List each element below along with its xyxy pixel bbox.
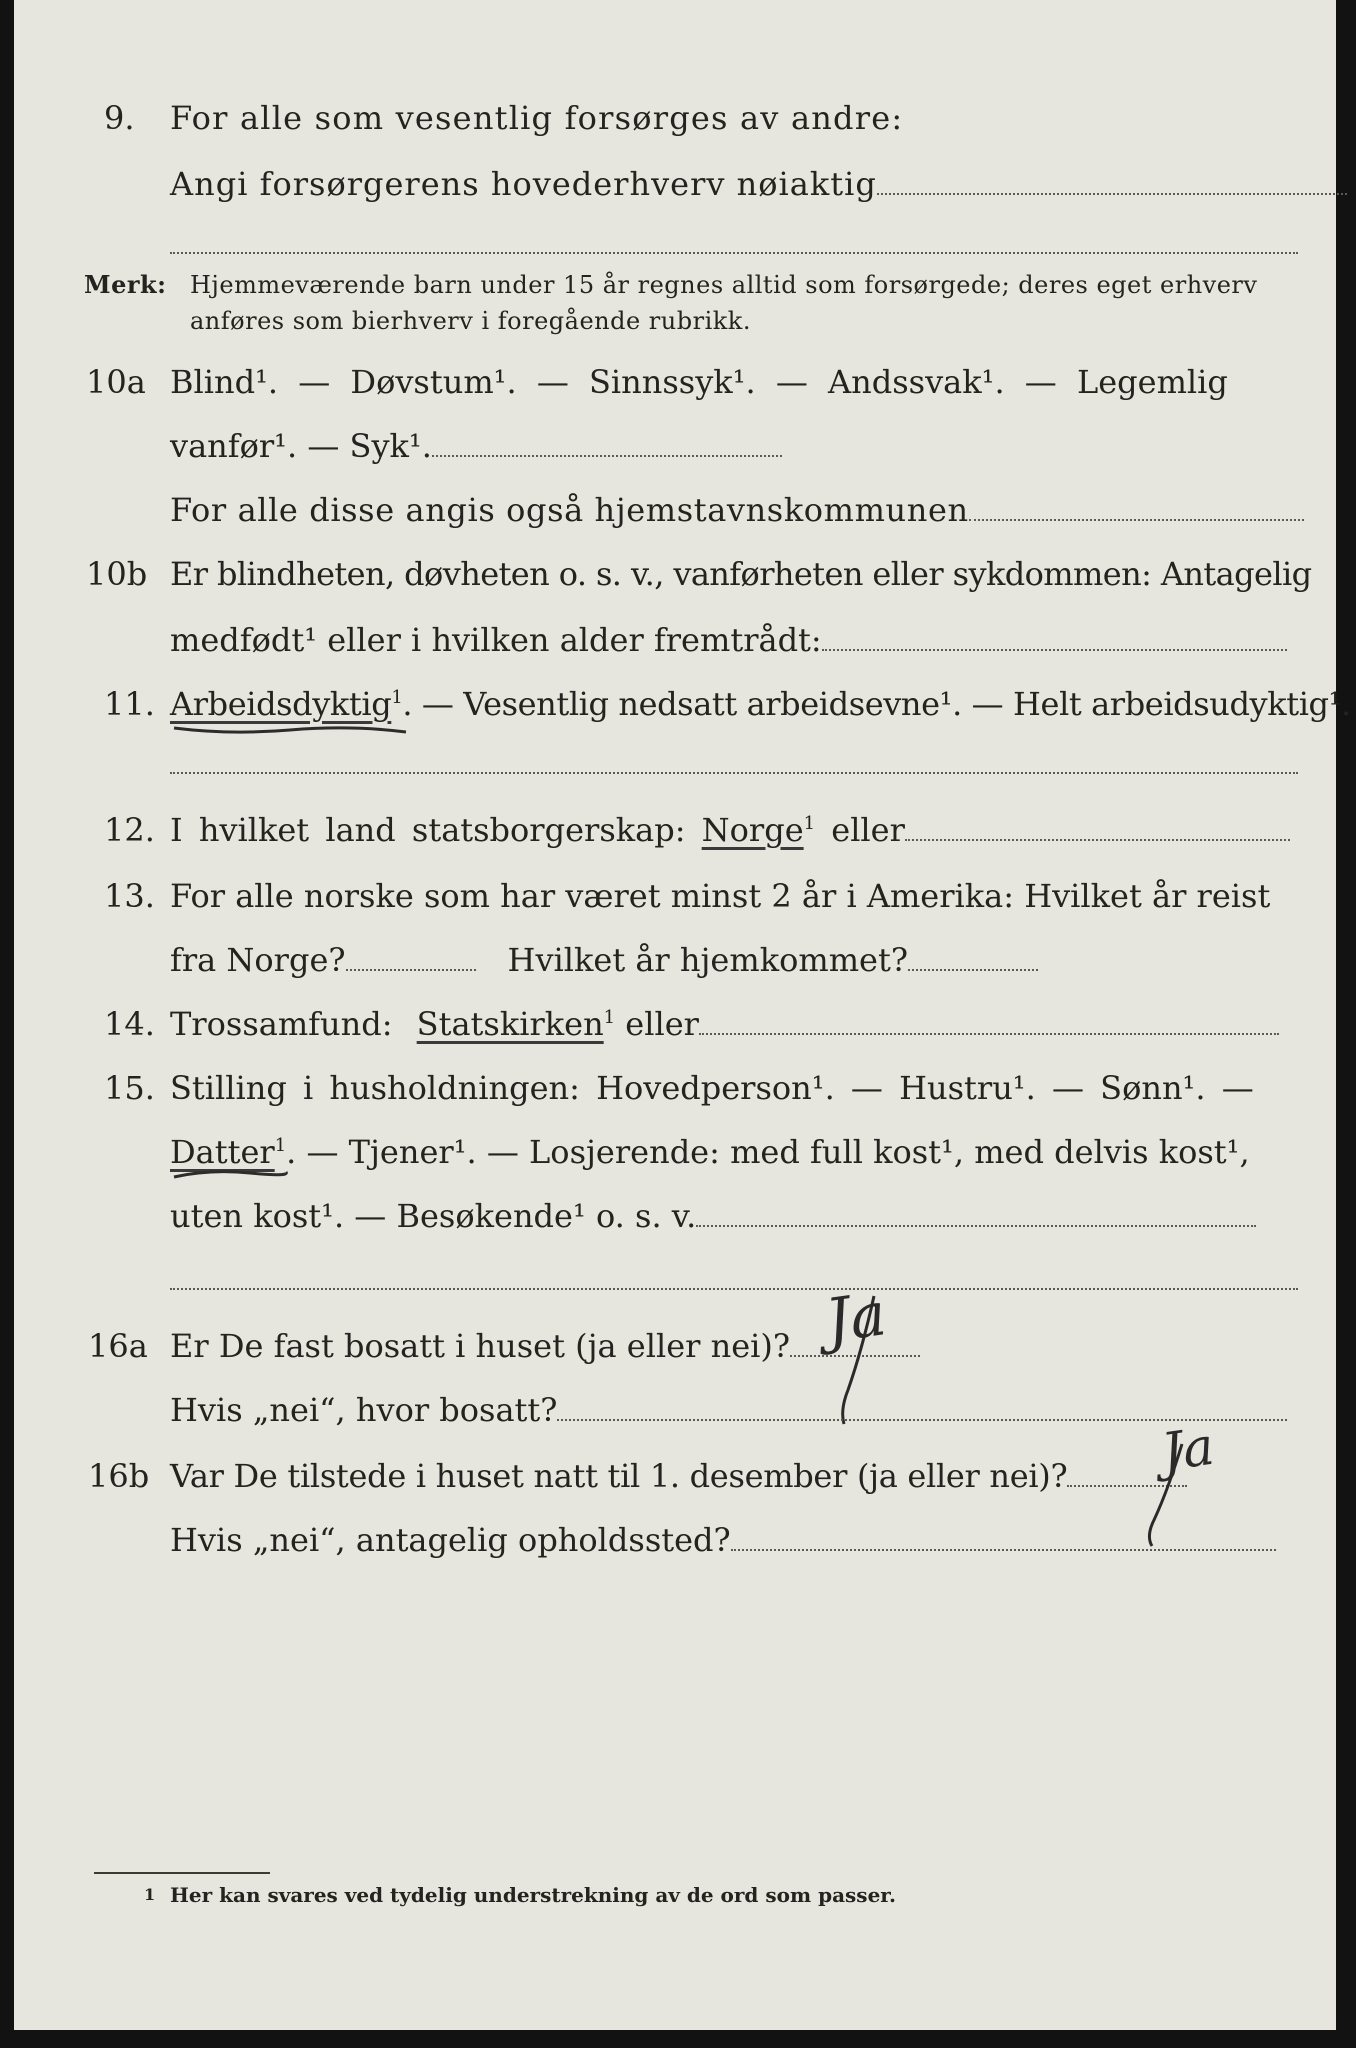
q14-option-statskirken[interactable]: Statskirken bbox=[416, 1005, 604, 1043]
q16b-opholdssted-field[interactable] bbox=[731, 1525, 1276, 1551]
q9-line2-text: Angi forsørgerens hovederhverv nøiaktig bbox=[170, 165, 877, 203]
q11-number: 11. bbox=[104, 685, 155, 723]
q9-extra-answer-line[interactable] bbox=[170, 252, 1298, 254]
q16a-number: 16a bbox=[88, 1327, 148, 1365]
footnote-text: Her kan svares ved tydelig understrekning av de ord som passer. bbox=[170, 1883, 896, 1907]
q12-post: eller bbox=[831, 811, 905, 849]
footnote-mark: 1 bbox=[144, 1885, 156, 1904]
q15-line3 bbox=[170, 1196, 1256, 1236]
merk-line1: Hjemmeværende barn under 15 år regnes alltid som forsørgede; deres eget erhverv bbox=[190, 271, 1258, 299]
q15-line2-rest: . — Tjener¹. — Losjerende: med full kost¹, med delvis kost¹, bbox=[286, 1133, 1250, 1171]
q13-number: 13. bbox=[104, 877, 155, 915]
q13-line1: For alle norske som har været minst 2 år i Amerika: Hvilket år reist bbox=[170, 877, 1271, 915]
q15-line1: Stilling i husholdningen: Hovedperson¹. — Hustru¹. — Sønn¹. — bbox=[170, 1069, 1254, 1107]
underline-scribble-datter bbox=[170, 1166, 290, 1185]
q15-line2: Datter$^1$. — Tjener¹. — Losjerende: med full kost¹, med delvis kost¹, bbox=[170, 1133, 1250, 1171]
q10a-syk-field[interactable] bbox=[432, 431, 782, 457]
q15-line3-text: uten kost¹. — Besøkende¹ o. s. v. bbox=[170, 1197, 697, 1235]
q10a-line1: Blind¹. — Døvstum¹. — Sinnssyk¹. — Andssvak¹. — Legemlig bbox=[170, 363, 1228, 401]
q16a-bosatt-field[interactable] bbox=[557, 1395, 1287, 1421]
q13-hjemkommet-label: Hvilket år hjemkommet? bbox=[507, 941, 908, 979]
q16b-handwritten-answer: Ja bbox=[1158, 1416, 1218, 1484]
q13-reist-field[interactable] bbox=[346, 945, 476, 971]
q10a-line2-text: vanfør¹. — Syk¹. bbox=[170, 427, 432, 465]
q16b-line2 bbox=[170, 1520, 1276, 1560]
q16b-question: Var De tilstede i huset natt til 1. desember (ja eller nei)? bbox=[170, 1457, 1068, 1495]
q11-rest: . — Vesentlig nedsatt arbeidsevne¹. — Helt arbeidsudyktig¹. bbox=[402, 685, 1351, 723]
underline-scribble-arbeidsdyktig bbox=[170, 722, 410, 741]
q15-answer-field[interactable] bbox=[696, 1201, 1256, 1227]
q16a-handwritten-answer: Ja bbox=[821, 1279, 891, 1357]
q9-answer-field[interactable] bbox=[877, 169, 1347, 195]
q13-hjemkommet-field[interactable] bbox=[908, 945, 1038, 971]
q16a-followup: Hvis „nei“, hvor bosatt? bbox=[170, 1391, 558, 1429]
q14-pre: Trossamfund: bbox=[170, 1005, 393, 1043]
merk-label: Merk: bbox=[84, 270, 167, 299]
q16b-number: 16b bbox=[88, 1457, 150, 1495]
q14-number: 14. bbox=[104, 1005, 155, 1043]
q16a-line2 bbox=[170, 1390, 1287, 1430]
q10b-number: 10b bbox=[86, 555, 148, 593]
q14-line: Trossamfund: Statskirken$^1$ eller bbox=[170, 1004, 1279, 1044]
q15-number: 15. bbox=[104, 1069, 155, 1107]
q16b-followup: Hvis „nei“, antagelig opholdssted? bbox=[170, 1521, 731, 1559]
q11-extra-answer-line[interactable] bbox=[170, 772, 1298, 774]
q11-option-arbeidsdyktig[interactable]: Arbeidsdyktig bbox=[170, 685, 392, 723]
q14-answer-field[interactable] bbox=[699, 1009, 1279, 1035]
q10b-line2-text: medfødt¹ eller i hvilken alder fremtrådt: bbox=[170, 621, 822, 659]
merk-line2: anføres som bierhverv i foregående rubrikk. bbox=[190, 307, 751, 335]
q10a-line3-text: For alle disse angis også hjemstavnskommunen bbox=[170, 491, 969, 529]
q10b-answer-field[interactable] bbox=[822, 625, 1287, 651]
q10a-hjemstavn-field[interactable] bbox=[969, 495, 1304, 521]
census-form-page bbox=[14, 0, 1351, 2030]
q10a-number: 10a bbox=[86, 363, 146, 401]
q9-line1: For alle som vesentlig forsørges av andre: bbox=[170, 99, 904, 137]
q10b-line1: Er blindheten, døvheten o. s. v., vanførheten eller sykdommen: Antagelig bbox=[170, 555, 1312, 593]
q10b-line2 bbox=[170, 620, 1287, 660]
footnote-rule bbox=[94, 1872, 270, 1874]
q9-line2 bbox=[170, 164, 1347, 204]
q16a-line1 bbox=[170, 1326, 920, 1366]
q15-extra-answer-line[interactable] bbox=[170, 1288, 1298, 1290]
q12-answer-field[interactable] bbox=[905, 815, 1290, 841]
q16b-line1 bbox=[170, 1456, 1187, 1496]
q12-number: 12. bbox=[104, 811, 155, 849]
q10a-line2 bbox=[170, 426, 782, 466]
q11-line: Arbeidsdyktig$^1$. — Vesentlig nedsatt arbeidsevne¹. — Helt arbeidsudyktig¹. bbox=[170, 685, 1351, 723]
q16a-question: Er De fast bosatt i huset (ja eller nei)? bbox=[170, 1327, 791, 1365]
q13-line2 bbox=[170, 940, 1038, 980]
q12-option-norge[interactable]: Norge bbox=[701, 811, 804, 849]
q9-number: 9. bbox=[104, 99, 135, 137]
q12-pre: I hvilket land statsborgerskap: bbox=[170, 811, 686, 849]
q12-line: I hvilket land statsborgerskap: Norge$^1$ eller bbox=[170, 810, 1290, 850]
q15-option-datter[interactable]: Datter bbox=[170, 1133, 275, 1171]
q14-post: eller bbox=[625, 1005, 699, 1043]
q13-reist-label: fra Norge? bbox=[170, 941, 346, 979]
q10a-line3 bbox=[170, 490, 1304, 530]
